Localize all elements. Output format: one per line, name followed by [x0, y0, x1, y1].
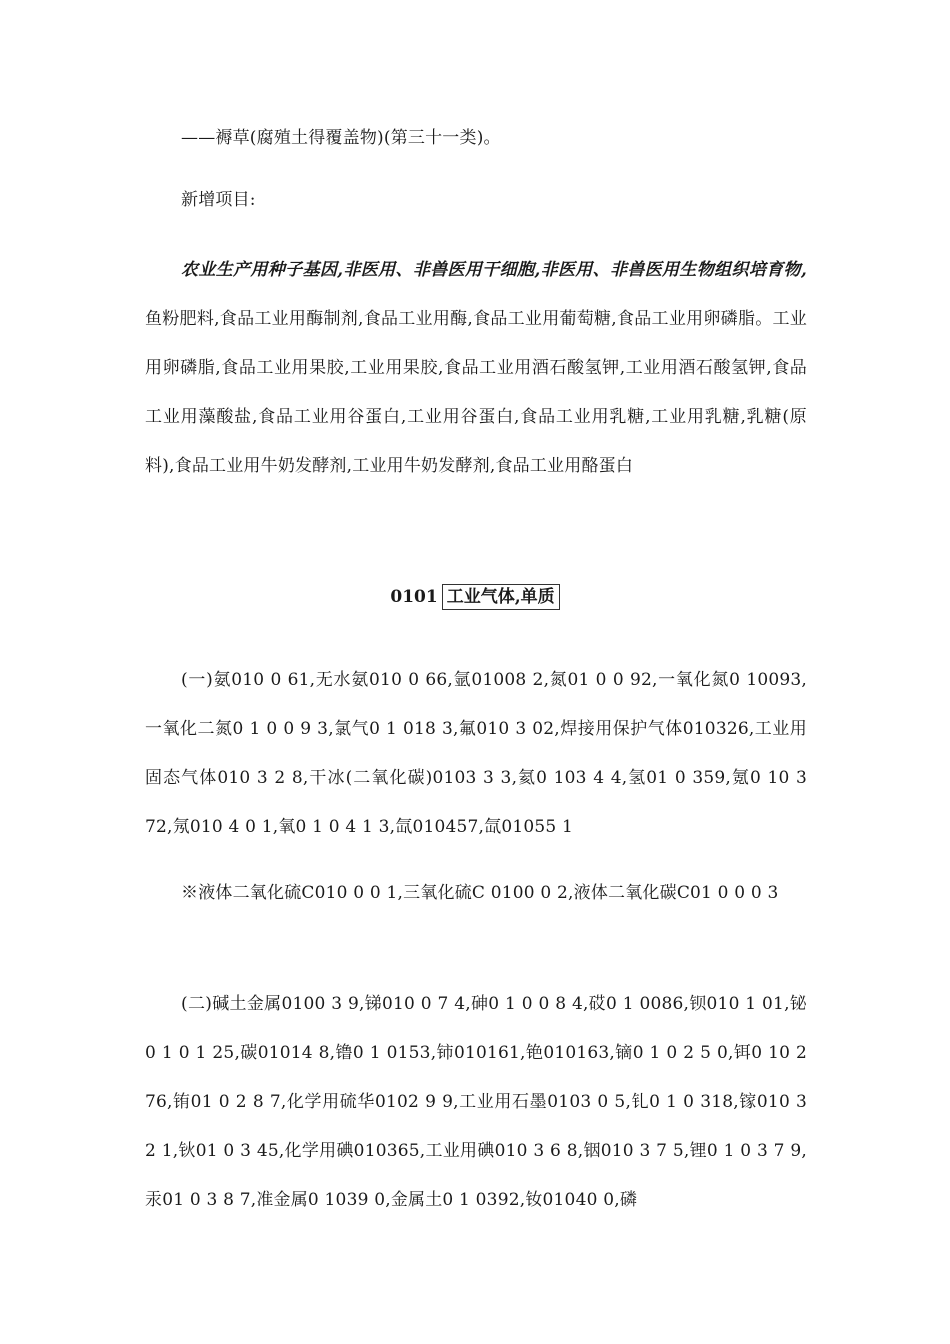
added-items-text: 鱼粉肥料,食品工业用酶制剂,食品工业用酶,食品工业用葡萄糖,食品工业用卵磷脂。工业用卵磷脂,食品工业用果胶,工业用果胶,食品工业用酒石酸氢钾,工业用酒石酸氢钾,食品工业用藻酸盐,食品工业用谷蛋白,工业用谷蛋白,食品工业用乳糖,工业用乳糖,乳糖(原料),食品工业用牛奶发酵剂,工业用牛奶发酵剂,食品工业用酪蛋白 — [145, 309, 807, 476]
metals-paragraph — [145, 980, 807, 1225]
new-items-label — [145, 180, 807, 220]
section-heading — [0, 583, 950, 611]
mulch-line — [145, 118, 807, 158]
section-title: 工业气体,单质 — [442, 584, 560, 610]
new-items-label-text: 新增项目: — [181, 190, 256, 210]
gases-text: (一)氨010 0 61,无水氨010 0 66,氩01008 2,氮01 0 0 92,一氧化氮0 10093,一氧化二氮0 1 0 0 9 3,氯气0 1 018 3,氟010 3 02,焊接用保护气体010326,工业用固态气体010 3 2 8,干冰(二氧化碳)0103 3 3,氦0 103 4 4,氢01 0 359,氪0 10 3 72,氖010 4 0 1,氧0 1 0 4 1 3,氙010457,氙01055 1 — [145, 670, 807, 837]
gases-paragraph — [145, 656, 807, 852]
note-text: ※液体二氧化硫C010 0 0 1,三氧化硫C 0100 0 2,液体二氧化碳C01 0 0 0 3 — [181, 883, 779, 903]
metals-text: (二)碱土金属0100 3 9,锑010 0 7 4,砷0 1 0 0 8 4,砹0 1 0086,钡010 1 01,铋0 1 0 1 25,碳01014 8,镥0 1 0153,铈010161,铯010163,镝0 1 0 2 5 0,铒0 10 2 76,铕01 0 2 8 7,化学用硫华0102 9 9,工业用石墨0103 0 5,钆0 1 0 318,镓010 3 2 1,钬01 0 3 45,化学用碘010365,工业用碘010 3 6 8,铟010 3 7 5,锂0 1 0 3 7 9,汞01 0 3 8 7,准金属0 1039 0,金属土0 1 0392,钕01040 0,磷 — [145, 994, 807, 1210]
added-items-emphasis: 农业生产用种子基因,非医用、非兽医用干细胞,非医用、非兽医用生物组织培育物, — [181, 260, 807, 280]
added-items-paragraph — [145, 246, 807, 491]
section-code: 0101 — [390, 587, 438, 607]
mulch-text: ——褥草(腐殖土得覆盖物)(第三十一类)。 — [181, 128, 501, 148]
note-paragraph — [145, 869, 807, 918]
